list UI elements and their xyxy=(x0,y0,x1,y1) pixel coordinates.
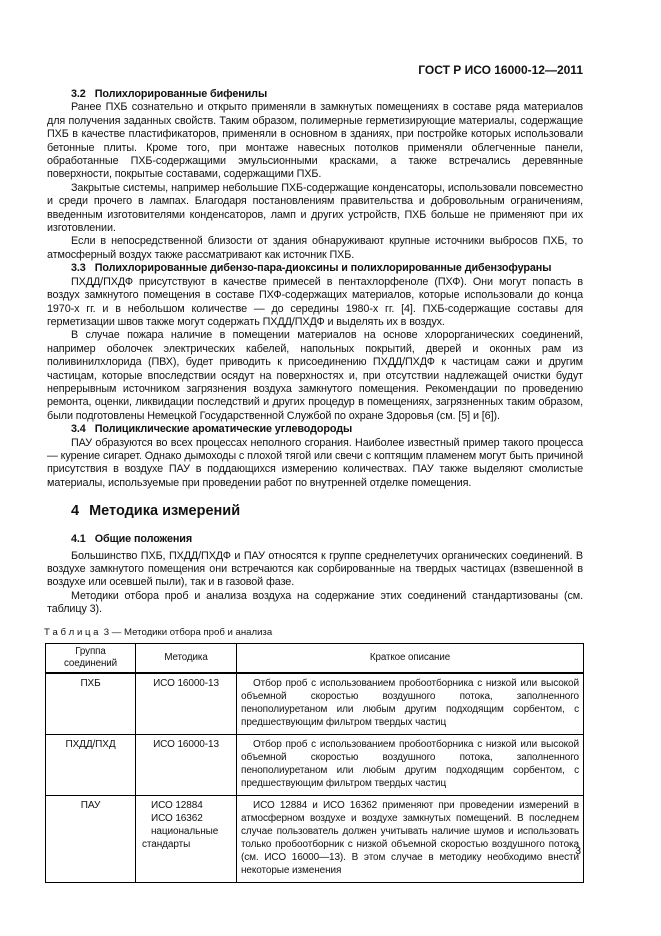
paragraph: Ранее ПХБ сознательно и открыто применяли в замкнутых помещениях в составе ряда материалов для получения заданных свойств. Таким образом, полимерные герметизирующие материалы, содержащие ПХБ в качестве пластификаторов, применяли в основном в зданиях, при постройке которых использовали бетонные плиты. Кроме того, при монтаже навесных потолков применяли облегченные панели, обработанные ПХБ-содержащими эмульсионными красками, а также встречались деревянные поверхности, покрытые составами, содержащими ПХБ. xyxy=(47,101,583,181)
paragraph: Закрытые системы, например небольшие ПХБ-содержащие конденсаторы, использовали повсеместно и среди прочего в лампах. Благодаря постановлениям правительства и добровольным ограничениям, введенным изготовителями конденсаторов, ламп и других устройств, ПХБ больше не применяют при их изготовлении. xyxy=(47,181,583,235)
column-header-description: Краткое описание xyxy=(237,643,584,673)
document-header: ГОСТ Р ИСО 16000-12—2011 xyxy=(418,63,583,77)
chapter-heading-4 xyxy=(47,502,583,520)
cell-description-text: Отбор проб с использованием пробоотборника с низкой или высокой объемной скоростью воздушного потока, заполненного пенополиуретаном или любым другим подходящим сорбентом, с предшествующим фильтром твердых частиц xyxy=(241,677,579,728)
cell-description-text: Отбор проб с использованием пробоотборника с низкой или высокой объемной скоростью воздушного потока, заполненного пенополиуретаном или любым другим подходящим сорбентом, с предшествующим фильтром твердых частиц xyxy=(241,738,579,789)
method-line: национальные стандарты xyxy=(142,825,219,850)
section-title: Полихлорированные дибензо-пара-диоксины и полихлорированные дибензофураны xyxy=(94,262,552,275)
paragraph: ПАУ образуются во всех процессах неполного сгорания. Наиболее известный пример такого процесса — курение сигарет. Однако дымоходы с плохой тягой или свечи с коптящим пламенем могут быть причиной присутствия в воздухе ПАУ в поддающихся измерению количествах. ПАУ также выделяют смолистые материалы, используемые при проведении работ по внутренней отделке помещения. xyxy=(47,436,583,489)
table-caption: Т а б л и ц а 3 — Методики отбора проб и анализа xyxy=(44,626,273,638)
chapter-number: 4 xyxy=(71,503,80,520)
section-title: Общие положения xyxy=(94,533,193,546)
section-number: 4.1 xyxy=(71,533,86,546)
method-line: ИСО 12884 xyxy=(151,799,203,811)
section-title: Полициклические ароматические углеводороды xyxy=(94,423,353,436)
section-number: 3.2 xyxy=(71,88,86,100)
cell-description xyxy=(237,673,584,735)
method-line: ИСО 16362 xyxy=(151,812,203,824)
cell-description-text: ИСО 12884 и ИСО 16362 применяют при проведении измерений в атмосферном воздухе и воздухе замкнутых помещений. В последнем случае пользователь должен учитывать наличие шумов и использовать только пробоотборник с низкой объемной скоростью воздушного потока (см. ИСО 16000—13). В этом случае в методику необходимо внести некоторые изменения xyxy=(241,799,579,876)
section-heading-3-2 xyxy=(47,88,583,101)
cell-method xyxy=(136,795,237,882)
section-number: 3.3 xyxy=(71,262,86,275)
paragraph: Методики отбора проб и анализа воздуха на содержание этих соединений стандартизованы (см. таблицу 3). xyxy=(47,589,583,616)
cell-group: ПХБ xyxy=(46,673,136,735)
cell-description xyxy=(237,795,584,882)
column-header-group: Группа соединений xyxy=(46,643,136,673)
section-number: 3.4 xyxy=(71,423,86,436)
cell-group: ПАУ xyxy=(46,795,136,882)
table-row xyxy=(46,795,584,882)
cell-description xyxy=(237,734,584,795)
paragraph: В случае пожара наличие в помещении материалов на основе хлорорганических соединений, например оболочек электрических кабелей, напольных покрытий, дверей и оконных рам из поливинилхлорида (ПВХ), будет приводить к присоединению ПХДД/ПХДФ к частицам сажи и другим частицам, которые впоследствии осядут на поверхностях и, при отсутствии надлежащей очистки будут непрерывным источником загрязнения воздуха замкнутого помещения. Рекомендации по проведению ремонта, оценки, ликвидации последствий и других процедур в помещениях, загрязненных таким образом, были подготовлены Немецкой Государственной Службой по охране Здоровья (см. [5] и [6]). xyxy=(47,329,583,422)
section-heading-3-4 xyxy=(47,423,583,436)
paragraph: Большинство ПХБ, ПХДД/ПХДФ и ПАУ относятся к группе среднелетучих органических соединений. В воздухе замкнутого помещения они встречаются как сорбированные на твердых частицах (взвешенной в воздухе или осевшей пыли), так и в газовой фазе. xyxy=(47,549,583,589)
cell-method: ИСО 16000-13 xyxy=(136,673,237,735)
table-header-row xyxy=(46,643,584,673)
paragraph: ПХДД/ПХДФ присутствуют в качестве примесей в пентахлорфеноле (ПХФ). Они могут попасть в воздух замкнутого помещения в составе ПХФ-содержащих материалов, которые использовали до конца 1970-х гг. и в небольшом количестве — до середины 1980-х гг. [4]. ПХБ-содержащие составы для герметизации швов также могут содержать ПХДД/ПХДФ и выделять их в воздух. xyxy=(47,275,583,328)
table-row xyxy=(46,734,584,795)
table-row xyxy=(46,673,584,735)
cell-group: ПХДД/ПХД xyxy=(46,734,136,795)
section-heading-4-1 xyxy=(47,533,583,546)
column-header-method: Методика xyxy=(136,643,237,673)
page-number: 3 xyxy=(575,845,581,857)
section-title: Полихлорированные бифенилы xyxy=(94,88,268,100)
document-content xyxy=(44,88,583,883)
chapter-title: Методика измерений xyxy=(89,503,241,520)
section-heading-3-3 xyxy=(47,262,583,275)
cell-method: ИСО 16000-13 xyxy=(136,734,237,795)
paragraph: Если в непосредственной близости от здания обнаруживают крупные источники выбросов ПХБ, то атмосферный воздух также рассматривают как источник ПХБ. xyxy=(47,235,583,261)
